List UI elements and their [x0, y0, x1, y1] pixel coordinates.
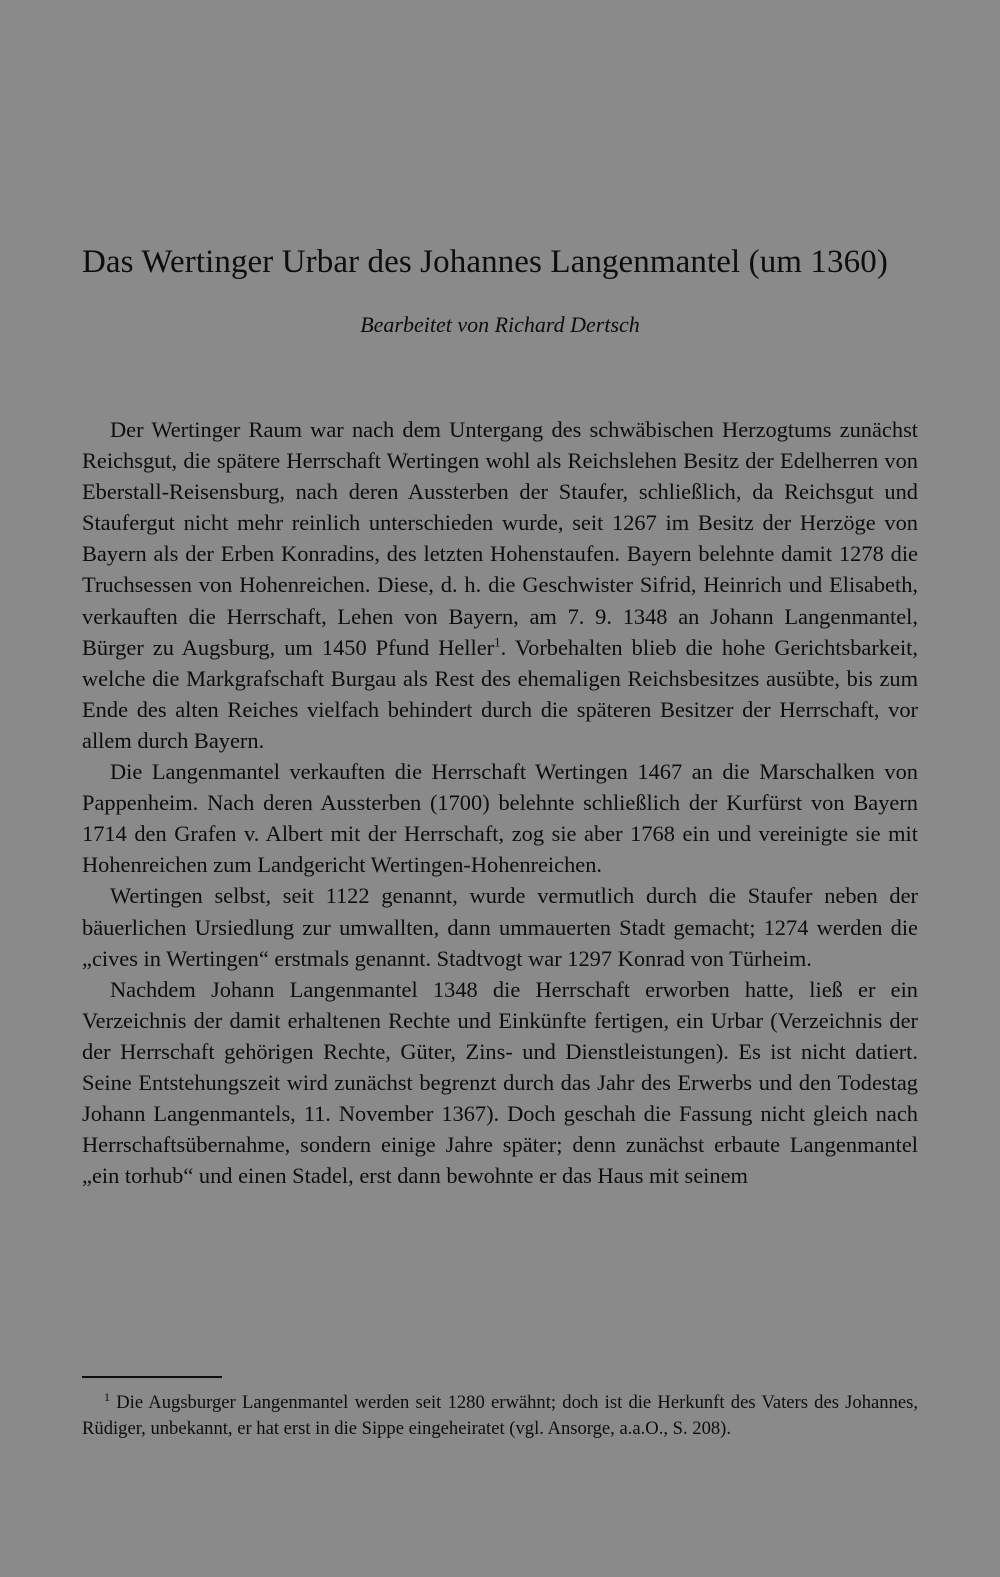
- paragraph-1: [82, 414, 918, 756]
- paragraph-1-text-b: . Vorbehalten blieb die hohe Gerichtsbarkeit, welche die Markgrafschaft Burgau als Rest des ehemaligen Reichsbesitzes ausübte, bis zum Ende des alten Reiches vielfach behindert durch die späteren Besitzer der Herrschaft, vor allem durch Bayern.: [82, 634, 918, 753]
- footnote-separator: [82, 1376, 222, 1378]
- footnote-text: Die Augsburger Langenmantel werden seit 1280 erwähnt; doch ist die Herkunft des Vaters des Johannes, Rüdiger, unbekannt, er hat erst in die Sippe eingeheiratet (vgl. Ansorge, a.a.O., S. 208).: [82, 1392, 918, 1439]
- footnote-marker: 1: [104, 1389, 110, 1404]
- footnote-reference: 1: [494, 634, 501, 650]
- paragraph-3: Wertingen selbst, seit 1122 genannt, wurde vermutlich durch die Staufer neben der bäuerlichen Ursiedlung zur umwallten, dann ummauerten Stadt gemacht; 1274 werden die „cives in Wertingen“ erstmals genannt. Stadtvogt war 1297 Konrad von Türheim.: [82, 883, 918, 971]
- paragraph-1-text-a: Der Wertinger Raum war nach dem Untergang des schwäbischen Herzogtums zunächst Reichsgut, die spätere Herrschaft Wertingen wohl als Reichslehen Besitz der Edelherren von Eberstall-Reisensburg, nach deren Aussterben der Staufer, schließlich, da Reichsgut und Staufergut nicht mehr reinlich unterschieden wurde, seit 1267 im Besitz der Herzöge von Bayern als der Erben Konradins, des letzten Hohenstaufen. Bayern belehnte damit 1278 die Truchsessen von Hohenreichen. Diese, d. h. die Geschwister Sifrid, Heinrich und Elisabeth, verkauften die Herrschaft, Lehen von Bayern, am 7. 9. 1348 an Johann Langenmantel, Bürger zu Augsburg, um 1450 Pfund Heller: [82, 417, 918, 660]
- paragraph-4: Nachdem Johann Langenmantel 1348 die Herrschaft erworben hatte, ließ er ein Verzeichnis der damit erhaltenen Rechte und Einkünfte fertigen, ein Urbar (Verzeichnis der der Herrschaft gehörigen Rechte, Güter, Zins- und Dienstleistungen). Es ist nicht datiert. Seine Entstehungszeit wird zunächst begrenzt durch das Jahr des Erwerbs und den Todestag Johann Langenmantels, 11. November 1367). Doch geschah die Fassung nicht gleich nach Herrschaftsübernahme, sondern einige Jahre später; denn zunächst erbaute Langenmantel „ein torhub“ und einen Stadel, erst dann bewohnte er das Haus mit seinem: [82, 976, 918, 1189]
- article-title: Das Wertinger Urbar des Johannes Langenmantel (um 1360): [82, 244, 888, 280]
- author-byline: Bearbeitet von Richard Dertsch: [360, 312, 640, 337]
- paragraph-2: Die Langenmantel verkauften die Herrschaft Wertingen 1467 an die Marschalken von Pappenheim. Nach deren Aussterben (1700) belehnte schließlich der Kurfürst von Bayern 1714 den Grafen v. Albert mit der Herrschaft, zog sie aber 1768 ein und vereinigte sie mit Hohenreichen zum Landgericht Wertingen-Hohenreichen.: [82, 759, 918, 878]
- article-body: [82, 414, 918, 1191]
- footnote: [82, 1390, 918, 1441]
